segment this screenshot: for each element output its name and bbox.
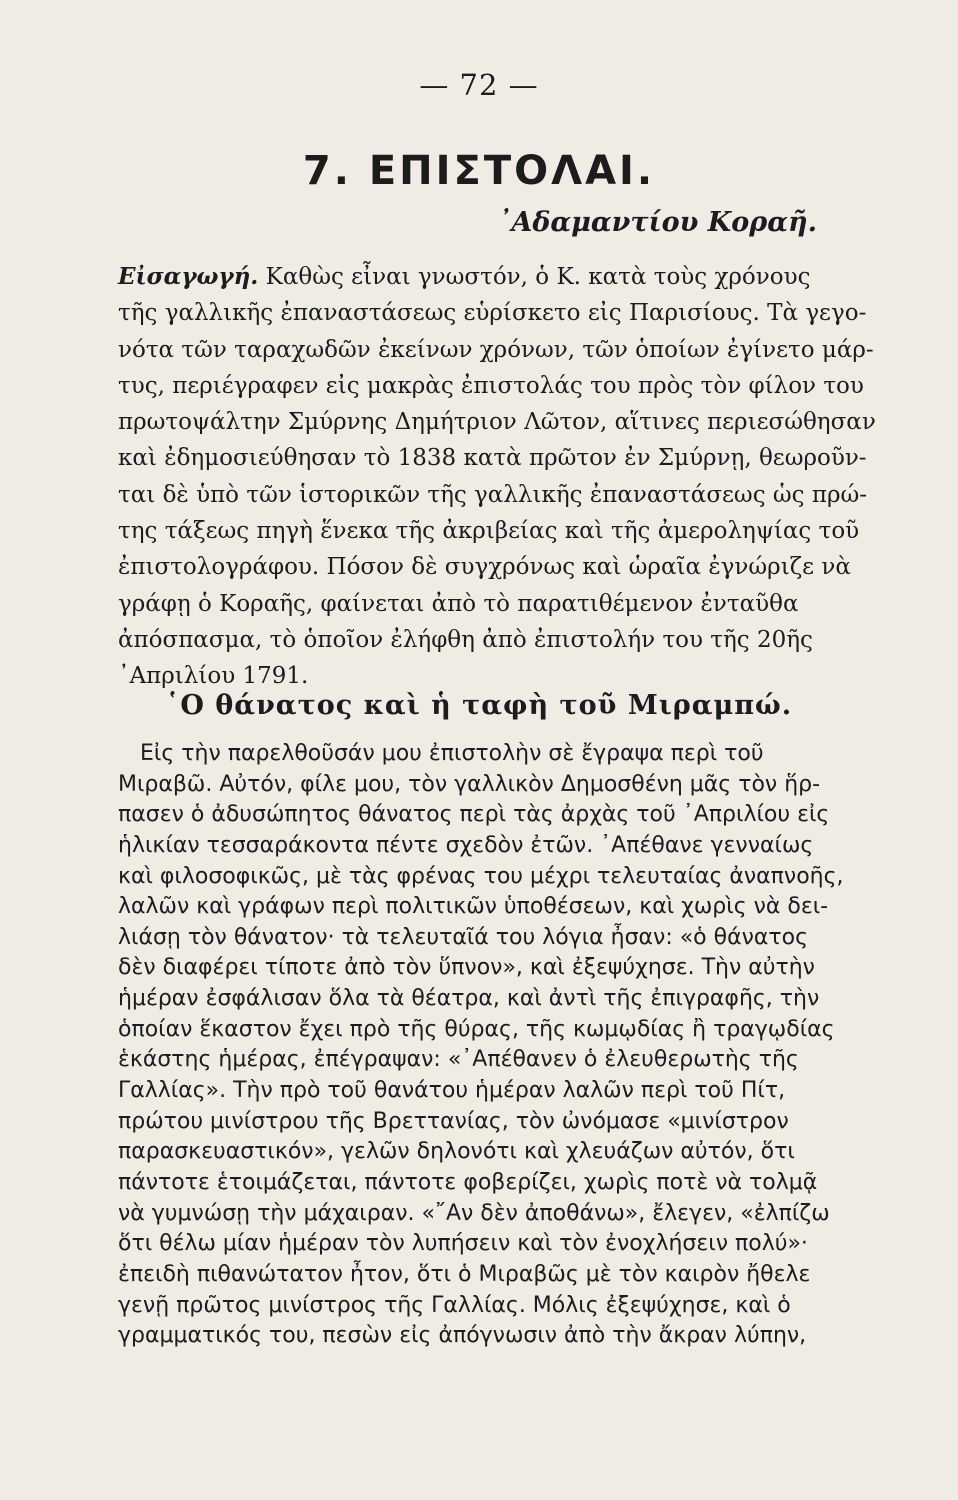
body-line: Γαλλίας». Τὴν πρὸ τοῦ θανάτου ἡμέραν λαλῶν περὶ τοῦ Πίτ,	[118, 1078, 786, 1104]
intro-line: Εἰσαγωγή. Καθὼς εἶναι γνωστόν, ὁ Κ. κατὰ τοὺς χρόνους	[118, 263, 811, 290]
chapter-title: 7. ΕΠΙΣΤΟΛΑΙ.	[302, 148, 656, 194]
body-line: Μιραβῶ. Αὐτόν, φίλε μου, τὸν γαλλικὸν Δημοσθένη μᾶς τὸν ἥρ-	[118, 771, 821, 797]
letter-body	[118, 739, 866, 1352]
body-line: ἑκάστης ἡμέρας, ἐπέγραψαν: «᾿Απέθανεν ὁ ἐλευθερωτὴς τῆς	[118, 1047, 799, 1073]
intro-line: ται δὲ ὑπὸ τῶν ἱστορικῶν τῆς γαλλικῆς ἐπαναστάσεως ὡς πρώ-	[118, 481, 867, 508]
author-name: ᾿Αδαμαντίου Κοραῆ.	[497, 207, 817, 238]
body-line: λιάσῃ τὸν θάνατον· τὰ τελευταῖά του λόγια ἦσαν: «ὁ θάνατος	[118, 924, 809, 950]
intro-line: καὶ ἐδημοσιεύθησαν τὸ 1838 κατὰ πρῶτον ἐν Σμύρνῃ, θεωροῦν-	[118, 445, 867, 472]
intro-line: ἐπιστολογράφου. Πόσον δὲ συγχρόνως καὶ ὡραῖα ἐγνώριζε νὰ	[118, 554, 851, 581]
body-line: καὶ φιλοσοφικῶς, μὲ τὰς φρένας του μέχρι τελευταίας ἀναπνοῆς,	[118, 863, 844, 889]
body-line: πρώτου μινίστρου τῆς Βρεττανίας, τὸν ὠνόμασε «μινίστρον	[118, 1108, 789, 1134]
body-line: παρασκευαστικόν», γελῶν δηλονότι καὶ χλευάζων αὐτόν, ὅτι	[118, 1139, 795, 1165]
intro-line: πρωτοψάλτην Σμύρνης Δημήτριον Λῶτον, αἵτινες περιεσώθησαν	[118, 409, 876, 436]
body-line: ἡμέραν ἐσφάλισαν ὅλα τὰ θέατρα, καὶ ἀντὶ τῆς ἐπιγραφῆς, τὴν	[118, 986, 820, 1012]
body-line: γενῇ πρῶτος μινίστρος τῆς Γαλλίας. Μόλις ἐξεψύχησε, καὶ ὁ	[118, 1292, 791, 1318]
intro-line: νότα τῶν ταραχωδῶν ἐκείνων χρόνων, τῶν ὁποίων ἐγίνετο μάρ-	[118, 336, 874, 363]
body-line: ὅτι θέλω μίαν ἡμέραν τὸν λυπήσειν καὶ τὸν ἐνοχλήσειν πολύ»·	[118, 1231, 808, 1257]
body-line: ὁποίαν ἕκαστον ἔχει πρὸ τῆς θύρας, τῆς κωμῳδίας ἢ τραγῳδίας	[118, 1016, 835, 1042]
page-number: — 72 —	[419, 68, 539, 102]
section-heading: ῾Ο θάνατος καὶ ἡ ταφὴ τοῦ Μιραμπώ.	[165, 690, 793, 721]
body-line: νὰ γυμνώσῃ τὴν μάχαιραν. «῎Αν δὲν ἀποθάνω», ἔλεγεν, «ἐλπίζω	[118, 1200, 830, 1226]
introduction-paragraph	[118, 259, 876, 695]
intro-line: της τάξεως πηγὴ ἕνεκα τῆς ἀκριβείας καὶ τῆς ἀμεροληψίας τοῦ	[118, 518, 860, 545]
body-line: ἡλικίαν τεσσαράκοντα πέντε σχεδὸν ἐτῶν. ᾿Απέθανε γενναίως	[118, 832, 814, 858]
body-line: λαλῶν καὶ γράφων περὶ πολιτικῶν ὑποθέσεων, καὶ χωρὶς νὰ δει-	[118, 894, 829, 920]
body-line: πάντοτε ἑτοιμάζεται, πάντοτε φοβερίζει, χωρὶς ποτὲ νὰ τολμᾷ	[118, 1169, 818, 1195]
body-line: γραμματικός του, πεσὼν εἰς ἀπόγνωσιν ἀπὸ τὴν ἄκραν λύπην,	[118, 1323, 807, 1349]
body-line: πασεν ὁ ἀδυσώπητος θάνατος περὶ τὰς ἀρχὰς τοῦ ᾿Απριλίου εἰς	[118, 802, 830, 828]
intro-line: τῆς γαλλικῆς ἐπαναστάσεως εὑρίσκετο εἰς Παρισίους. Τὰ γεγο-	[118, 300, 867, 327]
body-line: ἐπειδὴ πιθανώτατον ἦτον, ὅτι ὁ Μιραβῶς μὲ τὸν καιρὸν ἤθελε	[118, 1261, 811, 1287]
body-line: δὲν διαφέρει τίποτε ἀπὸ τὸν ὕπνον», καὶ ἐξεψύχησε. Τὴν αὐτὴν	[118, 955, 815, 981]
intro-label: Εἰσαγωγή.	[118, 263, 259, 290]
intro-line: γράφῃ ὁ Κοραῆς, φαίνεται ἀπὸ τὸ παρατιθέμενον ἐνταῦθα	[118, 590, 799, 617]
intro-line: ἀπόσπασμα, τὸ ὁποῖον ἐλήφθη ἀπὸ ἐπιστολήν του τῆς 20ῆς	[118, 626, 813, 653]
body-line: Εἰς τὴν παρελθοῦσάν μου ἐπιστολὴν σὲ ἔγραψα περὶ τοῦ	[140, 741, 764, 766]
intro-line: ᾿Απριλίου 1791.	[118, 663, 309, 690]
intro-line: τυς, περιέγραφεν εἰς μακρὰς ἐπιστολάς του πρὸς τὸν φίλον του	[118, 372, 864, 399]
